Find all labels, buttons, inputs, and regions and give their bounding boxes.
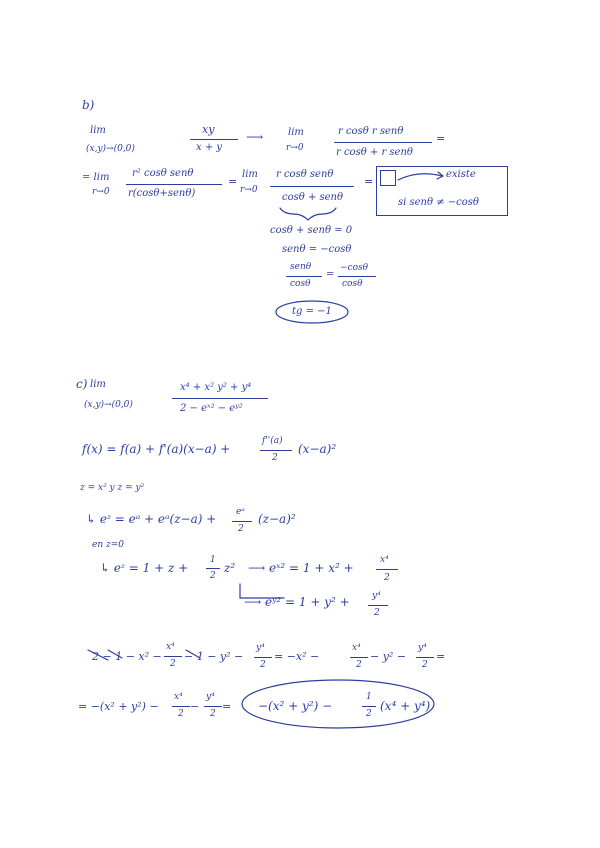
condition-text: si senθ ≠ −cosθ — [398, 197, 479, 208]
arrow-icon: ⟶ — [246, 130, 264, 144]
underbrace — [280, 208, 336, 220]
expr-denominator: x + y — [196, 142, 223, 153]
den1-fc-den: 2 — [356, 660, 362, 670]
fraction-bar — [172, 398, 268, 399]
ez0-frac-num: 1 — [210, 555, 216, 565]
polar-denominator: r cosθ + r senθ — [336, 147, 413, 158]
equals-sign: = — [326, 269, 335, 280]
existe-label: existe — [446, 169, 476, 180]
den2-fb-num: y⁴ — [206, 692, 215, 702]
den1-fd-num: y⁴ — [418, 643, 427, 653]
stamp-icon — [380, 170, 396, 186]
fraction-bar — [164, 656, 182, 657]
den-line2-a: = −(x² + y²) − — [78, 700, 159, 713]
taylor-frac-den: 2 — [272, 453, 278, 463]
ex2-frac-den: 2 — [384, 573, 390, 583]
equals-sign: = — [436, 132, 446, 145]
taylor-frac-num: f''(a) — [262, 436, 283, 446]
fraction-bar — [338, 276, 376, 277]
step3-den-left: cosθ — [290, 279, 311, 289]
ez-expansion-right: (z−a)² — [258, 512, 296, 526]
lim-word: lim — [90, 125, 106, 136]
den-line1-b: − 1 − y² − — [184, 650, 244, 663]
lim-word-3: lim — [242, 169, 258, 180]
den1-fb-num: y⁴ — [256, 643, 265, 653]
den1-fd-den: 2 — [422, 660, 428, 670]
den-line1-e: = — [436, 650, 446, 663]
den1-fa-num: x⁴ — [166, 642, 175, 652]
fraction-bar — [260, 450, 292, 451]
part-b-label: b) — [82, 98, 95, 112]
en-z-zero: en z=0 — [92, 540, 124, 550]
part-c-label: c) — [76, 377, 88, 391]
den-line1-d: − y² − — [370, 650, 407, 663]
equals-sign: = — [364, 175, 374, 188]
den2-fa-den: 2 — [178, 709, 184, 719]
fraction-bar — [206, 568, 220, 569]
fraction-bar — [126, 184, 222, 185]
polar-numerator: r cosθ r senθ — [338, 126, 404, 137]
substitution: z = x² y z = y² — [80, 483, 145, 493]
result-tg: tg = −1 — [292, 306, 332, 317]
ex2-left: ⟶ eˣ² = 1 + x² + — [248, 561, 354, 575]
step-2: senθ = −cosθ — [282, 244, 352, 255]
ez-frac-num: eᵃ — [236, 507, 245, 517]
expr-numerator: xy — [202, 123, 215, 136]
den-line1-a: 2 − 1 − x² − — [92, 650, 162, 663]
ex2-frac-num: x⁴ — [380, 555, 389, 565]
step3-num-left: senθ — [290, 262, 312, 272]
fraction-bar — [376, 569, 398, 570]
limit-point: (x,y)→(0,0) — [86, 144, 135, 154]
step-1: cosθ + senθ = 0 — [270, 225, 353, 236]
den-line2-b: − — [190, 700, 200, 713]
den2-fa-num: x⁴ — [174, 692, 183, 702]
final-frac-den: 2 — [366, 709, 372, 719]
fraction-bar — [172, 706, 190, 707]
ey2-left: ⟶ eʸ² = 1 + y² + — [244, 595, 350, 609]
equals-sign: = — [228, 175, 238, 188]
final-expr-b: (x⁴ + y⁴) — [380, 699, 431, 713]
step3-num-right: −cosθ — [340, 263, 369, 273]
frac-denominator: 2 − eˣ² − eʸ² — [180, 403, 243, 414]
fraction-bar — [254, 657, 272, 658]
ez0-right: z² — [224, 561, 236, 575]
ey2-frac-den: 2 — [374, 608, 380, 618]
frac-numerator: x⁴ + x² y² + y⁴ — [180, 382, 252, 393]
limit-point-c: (x,y)→(0,0) — [84, 400, 133, 410]
fraction-bar — [368, 605, 388, 606]
den-line1-c: = −x² − — [274, 650, 320, 663]
r3-numerator: r cosθ senθ — [276, 169, 334, 180]
r3-denominator: cosθ + senθ — [282, 192, 344, 203]
final-frac-num: 1 — [366, 692, 372, 702]
fraction-bar — [334, 142, 432, 143]
fraction-bar — [204, 706, 222, 707]
r2-denominator: r(cosθ+senθ) — [128, 188, 196, 199]
ey2-frac-num: y⁴ — [372, 591, 381, 601]
lim-word-2: = lim — [82, 172, 110, 183]
fraction-bar — [190, 139, 238, 140]
r-to-zero-3: r→0 — [240, 185, 258, 195]
ez0-left: ↳ eᶻ = 1 + z + — [100, 561, 189, 575]
den1-fc-num: x⁴ — [352, 643, 361, 653]
final-expr-a: −(x² + y²) − — [258, 699, 333, 713]
ez0-frac-den: 2 — [210, 571, 216, 581]
step3-den-right: cosθ — [342, 279, 363, 289]
fraction-bar — [286, 276, 322, 277]
den2-fb-den: 2 — [210, 709, 216, 719]
lim-word-c: lim — [90, 379, 106, 390]
taylor-formula-left: f(x) = f(a) + f'(a)(x−a) + — [82, 442, 231, 456]
ez-frac-den: 2 — [238, 524, 244, 534]
taylor-formula-right: (x−a)² — [298, 442, 337, 456]
den1-fa-den: 2 — [170, 659, 176, 669]
fraction-bar — [362, 706, 376, 707]
ez-expansion-left: ↳ eᶻ = eᵃ + eᵃ(z−a) + — [86, 512, 217, 526]
lim-r-word: lim — [288, 127, 304, 138]
den1-fb-den: 2 — [260, 660, 266, 670]
r2-numerator: r² cosθ senθ — [132, 168, 194, 179]
fraction-bar — [350, 657, 368, 658]
fraction-bar — [270, 186, 354, 187]
r-to-zero-2: r→0 — [92, 187, 110, 197]
fraction-bar — [232, 521, 252, 522]
den-line2-c: = — [222, 700, 232, 713]
r-to-zero: r→0 — [286, 143, 304, 153]
fraction-bar — [416, 657, 434, 658]
